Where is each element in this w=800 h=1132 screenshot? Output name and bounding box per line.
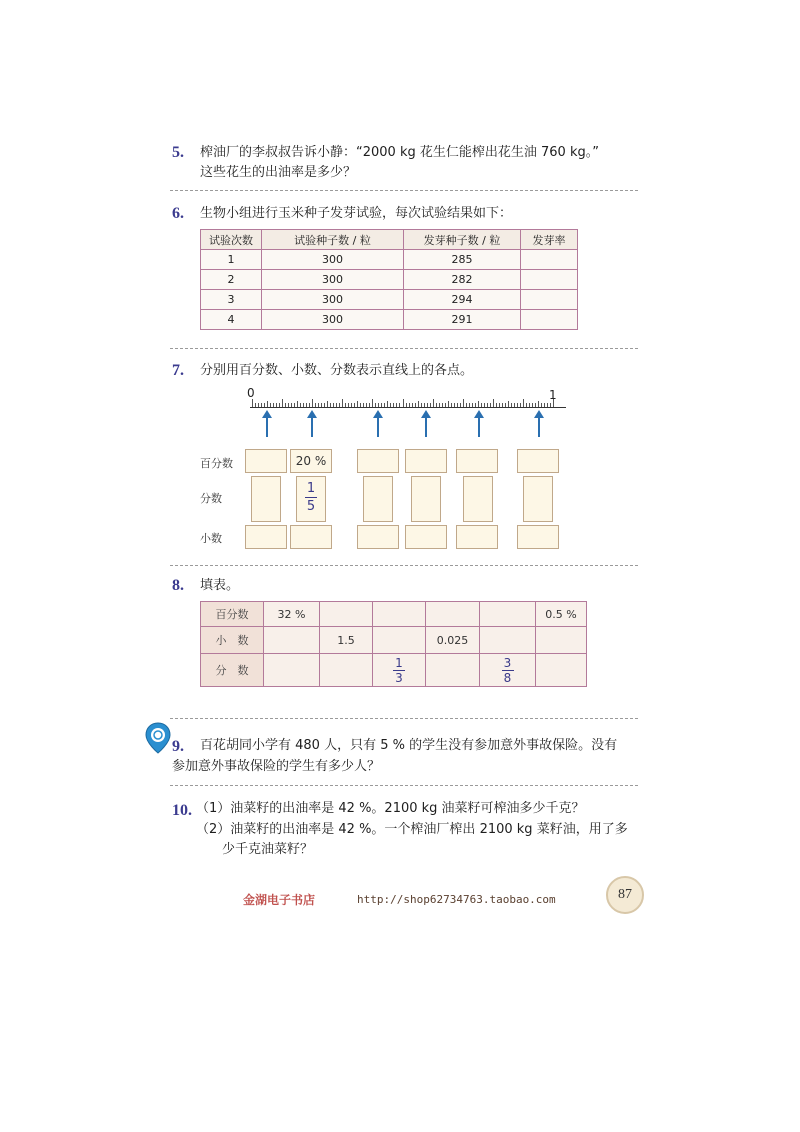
table-cell: 2 [201, 270, 262, 290]
ruler-tick [312, 399, 313, 407]
ruler-tick [409, 403, 410, 407]
table-cell: 300 [262, 270, 404, 290]
table-cell-blank[interactable] [320, 654, 373, 687]
ruler-tick [445, 403, 446, 407]
ruler-tick [321, 403, 322, 407]
table-cell-blank[interactable] [521, 290, 578, 310]
table-cell: 291 [404, 310, 521, 330]
q9-line2: 参加意外事故保险的学生有多少人？ [172, 759, 381, 774]
ruler-tick [303, 403, 304, 407]
ruler-tick [436, 403, 437, 407]
arrow-head-icon [373, 410, 383, 418]
ruler-tick [412, 403, 413, 407]
ruler-tick [514, 403, 515, 407]
percent-answer-box[interactable] [245, 449, 287, 473]
ruler-tick [300, 403, 301, 407]
table-row-label: 小 数 [201, 627, 264, 654]
ruler-tick [523, 399, 524, 407]
ruler-tick [360, 403, 361, 407]
ruler-tick [466, 403, 467, 407]
q9-number: 9. [172, 738, 184, 755]
shop-name: 金湖电子书店 [243, 893, 316, 907]
ruler-tick [375, 403, 376, 407]
ruler-tick [393, 403, 394, 407]
fraction-answer-box[interactable] [463, 476, 493, 522]
table-cell: 300 [262, 290, 404, 310]
decimal-answer-box[interactable] [245, 525, 287, 549]
ruler-tick [282, 399, 283, 407]
ruler-tick [544, 403, 545, 407]
table-row [201, 270, 578, 290]
q5-line1: 榨油厂的李叔叔告诉小静：“2000 kg 花生仁能榨出花生油 760 kg。” [200, 145, 599, 160]
ruler-tick [354, 403, 355, 407]
percent-answer-box[interactable] [405, 449, 447, 473]
table-header: 试验次数 [201, 230, 262, 250]
ruler-tick [415, 403, 416, 407]
ruler-tick [351, 403, 352, 407]
ruler-tick [517, 403, 518, 407]
ruler-tick [406, 403, 407, 407]
page-number: 87 [606, 876, 644, 914]
ruler-tick [493, 399, 494, 407]
decimal-answer-box[interactable] [456, 525, 498, 549]
arrow-head-icon [262, 410, 272, 418]
shop-url[interactable]: http://shop62734763.taobao.com [357, 893, 556, 906]
fraction-numerator: 1 [395, 655, 403, 670]
table-cell-fraction [373, 654, 426, 687]
ruler-tick [264, 403, 265, 407]
ruler-tick [279, 403, 280, 407]
ruler-tick [499, 403, 500, 407]
decimal-answer-box[interactable] [517, 525, 559, 549]
ruler-tick [475, 403, 476, 407]
ruler-tick [297, 401, 298, 407]
fraction-answer-box[interactable] [363, 476, 393, 522]
ruler-tick [396, 403, 397, 407]
given-percent: 20 % [295, 454, 327, 468]
given-fraction [296, 481, 326, 514]
fraction-answer-box[interactable] [523, 476, 553, 522]
table-cell-blank[interactable] [426, 602, 480, 627]
percent-answer-box[interactable] [456, 449, 498, 473]
ruler-tick [318, 403, 319, 407]
table-header: 发芽种子数 / 粒 [404, 230, 521, 250]
ruler-tick [258, 403, 259, 407]
table-cell-blank[interactable] [264, 627, 320, 654]
ruler-tick [270, 403, 271, 407]
ruler-tick [306, 403, 307, 407]
ruler-tick [424, 403, 425, 407]
ruler-tick [378, 403, 379, 407]
ruler-tick [339, 403, 340, 407]
q8-text: 填表。 [200, 578, 240, 593]
table-cell-blank[interactable] [536, 627, 587, 654]
ruler-tick [390, 403, 391, 407]
ruler-tick [472, 403, 473, 407]
fraction-answer-box[interactable] [251, 476, 281, 522]
q7-number: 7. [172, 362, 184, 379]
table-cell: 294 [404, 290, 521, 310]
ruler-tick [267, 401, 268, 407]
table-cell: 32 % [264, 602, 320, 627]
ruler-tick [502, 403, 503, 407]
table-cell: 300 [262, 250, 404, 270]
arrow-head-icon [534, 410, 544, 418]
table-header: 发芽率 [521, 230, 578, 250]
ruler-tick [384, 403, 385, 407]
ruler-tick [484, 403, 485, 407]
ruler-tick [496, 403, 497, 407]
q7-text: 分别用百分数、小数、分数表示直线上的各点。 [200, 363, 474, 378]
fraction-denominator: 3 [395, 670, 403, 685]
ruler-tick [427, 403, 428, 407]
ruler-tick [520, 403, 521, 407]
ruler-tick [469, 403, 470, 407]
table-cell-blank[interactable] [521, 250, 578, 270]
ruler-tick [315, 403, 316, 407]
table-cell-blank[interactable] [373, 627, 426, 654]
ruler-tick [439, 403, 440, 407]
point-arrow [266, 416, 268, 437]
ruler-tick [399, 403, 400, 407]
ruler-tick [511, 403, 512, 407]
divider [170, 785, 638, 786]
row-label-decimal: 小数 [200, 532, 222, 545]
arrow-head-icon [307, 410, 317, 418]
q9-line1: 百花胡同小学有 480 人，只有 5 % 的学生没有参加意外事故保险。没有 [200, 738, 618, 753]
table-cell-blank[interactable] [480, 627, 536, 654]
ruler-tick [460, 403, 461, 407]
q6-number: 6. [172, 205, 184, 222]
ruler-tick [387, 401, 388, 407]
table-cell-blank[interactable] [521, 310, 578, 330]
ruler-tick [550, 403, 551, 407]
ruler-tick [490, 403, 491, 407]
fraction-answer-box[interactable] [411, 476, 441, 522]
percent-answer-box[interactable] [357, 449, 399, 473]
q6-text: 生物小组进行玉米种子发芽试验，每次试验结果如下： [200, 206, 513, 221]
ruler-tick [366, 403, 367, 407]
q10-number: 10. [172, 802, 192, 819]
ruler-tick [276, 403, 277, 407]
ruler-tick [505, 403, 506, 407]
point-arrow [478, 416, 480, 437]
ruler-tick [418, 401, 419, 407]
table-row-label: 分 数 [201, 654, 264, 687]
ruler-tick [288, 403, 289, 407]
table-cell: 300 [262, 310, 404, 330]
map-pin-icon [145, 722, 171, 754]
table-cell: 1.5 [320, 627, 373, 654]
q5-number: 5. [172, 144, 184, 161]
fraction-numerator: 3 [503, 655, 512, 670]
divider [170, 190, 638, 191]
table-cell-fraction [480, 654, 536, 687]
row-label-percent: 百分数 [200, 457, 233, 470]
ruler-tick [442, 403, 443, 407]
ruler-tick [487, 403, 488, 407]
number-line-zero-label: 0 [247, 386, 255, 400]
ruler-tick [285, 403, 286, 407]
ruler-tick [553, 399, 554, 407]
q5-line2: 这些花生的出油率是多少？ [200, 165, 357, 180]
table-cell: 0.025 [426, 627, 480, 654]
ruler-tick [508, 401, 509, 407]
ruler-tick [529, 403, 530, 407]
conversion-table [200, 601, 587, 687]
number-line-axis [250, 407, 566, 408]
q8-number: 8. [172, 577, 184, 594]
ruler-tick [255, 403, 256, 407]
decimal-answer-box[interactable] [290, 525, 332, 549]
table-cell-blank[interactable] [264, 654, 320, 687]
divider [170, 348, 638, 349]
table-cell-blank[interactable] [521, 270, 578, 290]
ruler-tick [342, 399, 343, 407]
ruler-tick [345, 403, 346, 407]
table-cell: 0.5 % [536, 602, 587, 627]
table-row [201, 250, 578, 270]
fraction-bar [305, 497, 317, 498]
table-cell-blank[interactable] [373, 602, 426, 627]
ruler-tick [526, 403, 527, 407]
arrow-head-icon [421, 410, 431, 418]
table-row [201, 290, 578, 310]
ruler-tick [547, 403, 548, 407]
table-cell: 285 [404, 250, 521, 270]
ruler-tick [430, 403, 431, 407]
ruler-tick [294, 403, 295, 407]
q10-part1: （1）油菜籽的出油率是 42 %。2100 kg 油菜籽可榨油多少千克？ [196, 801, 585, 816]
ruler-tick [348, 403, 349, 407]
ruler-tick [372, 399, 373, 407]
ruler-tick [309, 403, 310, 407]
ruler-tick [454, 403, 455, 407]
ruler-tick [463, 399, 464, 407]
ruler-tick [538, 401, 539, 407]
ruler-tick [291, 403, 292, 407]
point-arrow [538, 416, 540, 437]
table-cell: 282 [404, 270, 521, 290]
ruler-tick [336, 403, 337, 407]
germination-table [200, 229, 578, 330]
ruler-tick [381, 403, 382, 407]
table-row-label: 百分数 [201, 602, 264, 627]
ruler-tick [481, 403, 482, 407]
ruler-tick [330, 403, 331, 407]
ruler-tick [451, 403, 452, 407]
table-cell-blank[interactable] [320, 602, 373, 627]
ruler-tick [457, 403, 458, 407]
ruler-tick [357, 401, 358, 407]
table-row [201, 310, 578, 330]
ruler-tick [532, 403, 533, 407]
point-arrow [311, 416, 313, 437]
number-line-one-label: 1 [549, 388, 557, 402]
table-header: 试验种子数 / 粒 [262, 230, 404, 250]
ruler-tick [363, 403, 364, 407]
q10-part2: （2）油菜籽的出油率是 42 %。一个榨油厂榨出 2100 kg 菜籽油，用了多 [196, 822, 628, 837]
fraction-numerator: 1 [306, 481, 316, 496]
ruler-tick [273, 403, 274, 407]
table-cell: 4 [201, 310, 262, 330]
table-cell: 3 [201, 290, 262, 310]
ruler-tick [448, 401, 449, 407]
divider [170, 718, 638, 719]
ruler-tick [252, 399, 253, 407]
ruler-tick [403, 399, 404, 407]
percent-answer-box[interactable] [517, 449, 559, 473]
ruler-tick [535, 403, 536, 407]
point-arrow [377, 416, 379, 437]
table-cell: 1 [201, 250, 262, 270]
arrow-head-icon [474, 410, 484, 418]
divider [170, 565, 638, 566]
ruler-tick [478, 401, 479, 407]
ruler-tick [333, 403, 334, 407]
decimal-answer-box[interactable] [357, 525, 399, 549]
decimal-answer-box[interactable] [405, 525, 447, 549]
table-cell-blank[interactable] [426, 654, 480, 687]
q10-part2-cont: 少千克油菜籽？ [222, 842, 314, 857]
ruler-tick [327, 401, 328, 407]
row-label-fraction: 分数 [200, 492, 222, 505]
table-cell-blank[interactable] [480, 602, 536, 627]
ruler-tick [541, 403, 542, 407]
ruler-tick [421, 403, 422, 407]
point-arrow [425, 416, 427, 437]
fraction-denominator: 5 [306, 499, 316, 514]
ruler-tick [324, 403, 325, 407]
fraction-denominator: 8 [503, 670, 512, 685]
ruler-tick [369, 403, 370, 407]
ruler-tick [433, 399, 434, 407]
table-cell-blank[interactable] [536, 654, 587, 687]
ruler-tick [261, 403, 262, 407]
